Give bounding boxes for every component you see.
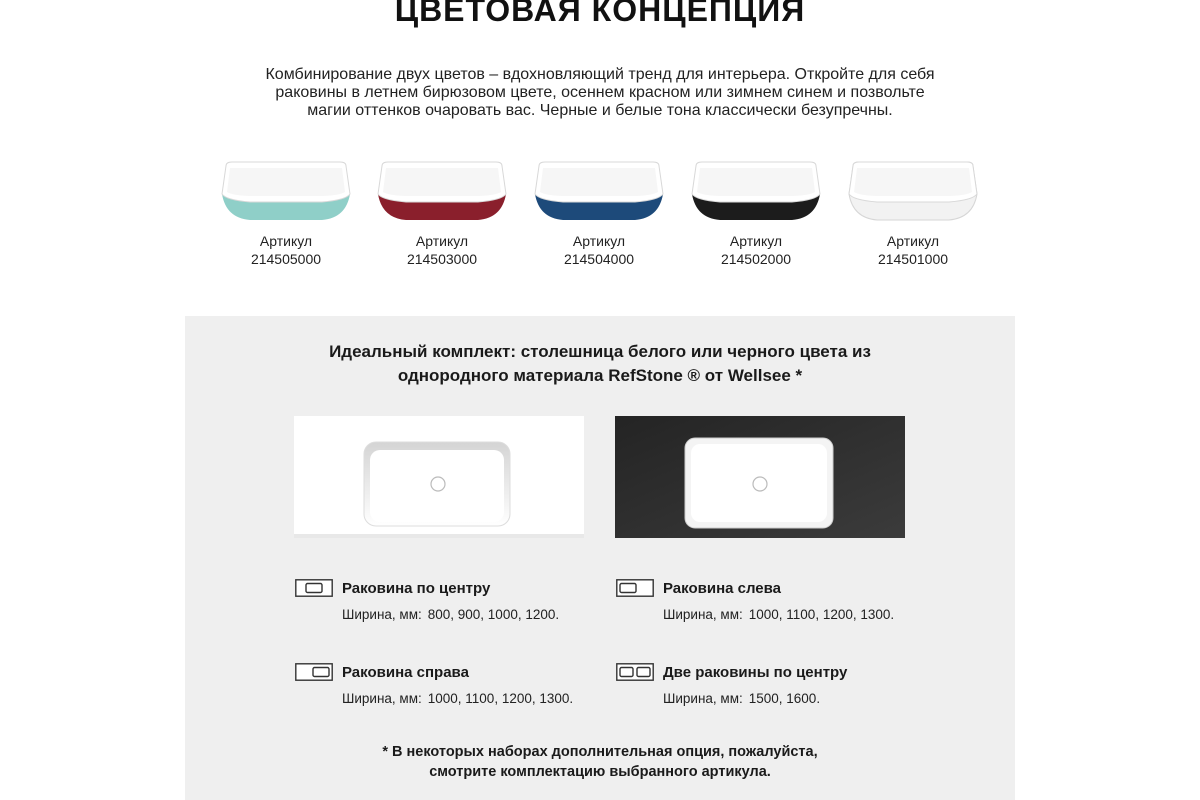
sink-right-icon	[295, 663, 333, 681]
set-title-line: однородного материала RefStone ® от Wellsee *	[397, 366, 803, 385]
width-label: Ширина, мм:	[663, 607, 743, 622]
option-title: Раковина справа	[342, 663, 469, 681]
footnote-line: * В некоторых наборах дополнительная опция, пожалуйста,	[382, 744, 818, 760]
width-label: Ширина, мм:	[342, 607, 422, 622]
option-widths	[663, 607, 894, 622]
red-sink-icon	[374, 160, 510, 222]
white-countertop-image	[294, 416, 584, 538]
sink-center-icon	[295, 579, 333, 597]
sink-color-row	[0, 160, 1200, 280]
option-title: Две раковины по центру	[663, 663, 848, 681]
sink-item-red	[372, 160, 512, 268]
option-widths	[342, 607, 559, 622]
black-countertop-image	[615, 416, 905, 538]
double-sink-icon	[616, 663, 654, 681]
width-values: 1500, 1600.	[748, 691, 821, 706]
sink-label: Артикул	[729, 233, 783, 249]
option-widths	[342, 691, 573, 706]
sink-code: 214505000	[250, 251, 322, 267]
width-values: 1000, 1100, 1200, 1300.	[427, 691, 574, 706]
sink-code: 214504000	[563, 251, 635, 267]
sink-label: Артикул	[259, 233, 313, 249]
option-widths	[663, 691, 847, 706]
option-sink-center	[295, 578, 559, 622]
intro-line: магии оттенков очаровать вас. Черные и белые тона классически безупречны.	[307, 102, 893, 119]
option-sink-right	[295, 662, 573, 706]
black-sink-icon	[688, 160, 824, 222]
sink-item-blue	[529, 160, 669, 268]
set-title-line: Идеальный комплект: столешница белого или черного цвета из	[329, 342, 871, 361]
width-values: 800, 900, 1000, 1200.	[427, 607, 560, 622]
footnote	[185, 742, 1015, 782]
intro-line: Комбинирование двух цветов – вдохновляющий тренд для интерьера. Откройте для себя	[265, 66, 935, 83]
option-title: Раковина слева	[663, 579, 782, 597]
sink-item-black	[686, 160, 826, 268]
page-title: ЦВЕТОВАЯ КОНЦЕПЦИЯ	[394, 0, 806, 28]
width-label: Ширина, мм:	[342, 691, 422, 706]
intro-text	[190, 66, 1010, 120]
sink-label: Артикул	[415, 233, 469, 249]
width-values: 1000, 1100, 1200, 1300.	[748, 607, 895, 622]
intro-line: раковины в летнем бирюзовом цвете, осеннем красном или зимнем синем и позвольте	[275, 84, 925, 101]
sink-label: Артикул	[886, 233, 940, 249]
sink-code: 214502000	[720, 251, 792, 267]
sink-item-turquoise	[216, 160, 356, 268]
turquoise-sink-icon	[218, 160, 354, 222]
set-panel	[185, 316, 1015, 800]
sink-label: Артикул	[572, 233, 626, 249]
blue-sink-icon	[531, 160, 667, 222]
sink-left-icon	[616, 579, 654, 597]
option-title: Раковина по центру	[342, 579, 491, 597]
sink-code: 214501000	[877, 251, 949, 267]
width-label: Ширина, мм:	[663, 691, 743, 706]
option-sink-left	[616, 578, 894, 622]
footnote-line: смотрите комплектацию выбранного артикула.	[429, 764, 771, 780]
sink-code: 214503000	[406, 251, 478, 267]
set-title	[185, 340, 1015, 388]
white-sink-icon	[845, 160, 981, 222]
sink-item-white	[843, 160, 983, 268]
option-double-sink	[616, 662, 847, 706]
